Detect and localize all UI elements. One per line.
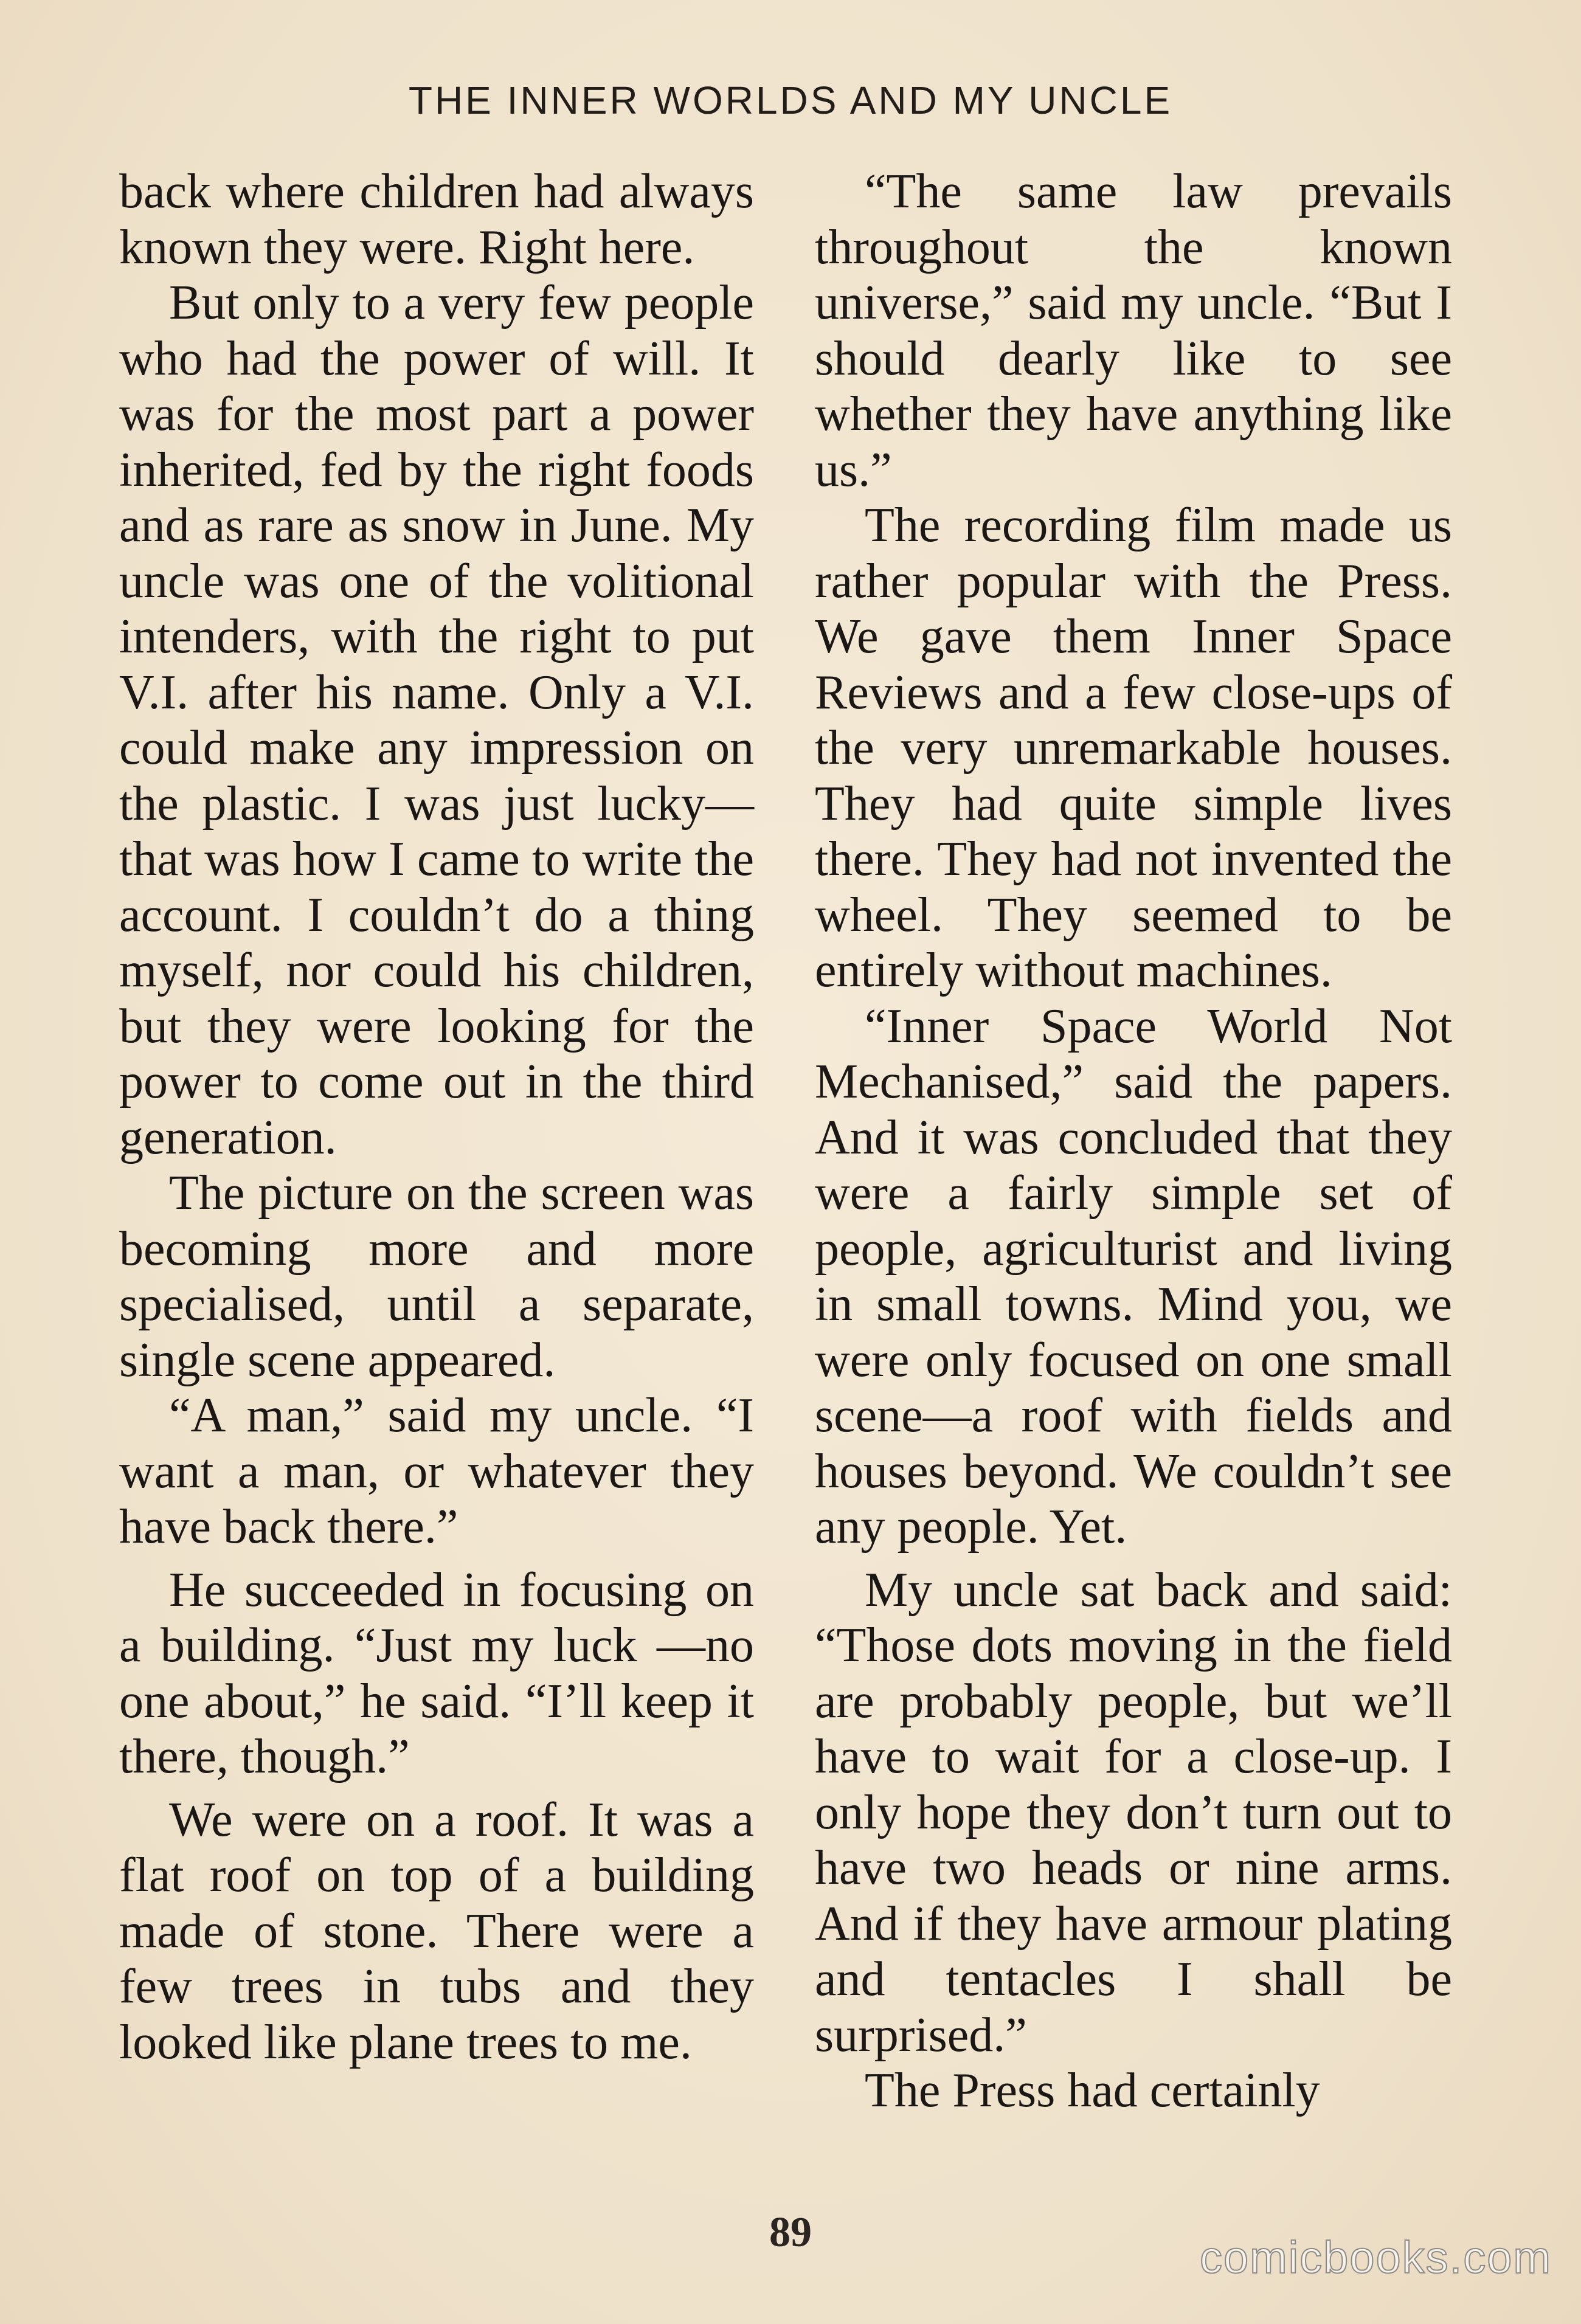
page-number: 89 (769, 2209, 812, 2256)
running-head: THE INNER WORLDS AND MY UNCLE (408, 78, 1173, 122)
right-column (815, 164, 1452, 2119)
paragraph: “Inner Space World Not Mechanised,” said the papers. And it was concluded that they were a fairly simple set of people, agriculturist and living in small towns. Mind you, we were only focused on one small scene—a roof with fields and houses beyond. We couldn’t see any people. Yet. (815, 999, 1452, 1554)
paragraph: My uncle sat back and said: “Those dots moving in the field are probably people, but we’ll have to wait for a close-up. I only hope they don’t turn out to have two heads or nine arms. And if they have armour plating and tentacles I shall be surprised.” (815, 1563, 1452, 2062)
paragraph: “The same law prevails throughout the known universe,” said my uncle. “But I should dearly like to see whether they have anything like us.” (815, 165, 1452, 497)
paragraph: “A man,” said my uncle. “I want a man, or whatever they have back there.” (119, 1389, 754, 1554)
paragraph: The recording film made us rather popular with the Press. We gave them Inner Space Reviews and a few close-ups of the very unremarkable houses. They had quite simple lives there. They had not invented the wheel. They seemed to be entirely without machines. (815, 499, 1452, 997)
paragraph: The Press had certainly (865, 2064, 1320, 2117)
paragraph: But only to a very few people who had the power of will. It was for the most part a power inherited, fed by the right foods and as rare as snow in June. My uncle was one of the volitional intenders, with the right to put V.I. after his name. Only a V.I. could make any impression on the plastic. I was just lucky—that was how I came to write the account. I couldn’t do a thing myself, nor could his children, but they were looking for the power to come out in the third generation. (119, 276, 754, 1164)
watermark: comicbooks.com (1199, 2232, 1552, 2283)
paragraph: back where children had always known they were. Right here. (119, 165, 754, 274)
paragraph: The picture on the screen was becoming more and more specialised, until a separate, single scene appeared. (119, 1166, 754, 1387)
paragraph: He succeeded in focusing on a building. “Just my luck —no one about,” he said. “I’ll keep it there, though.” (119, 1563, 754, 1783)
left-column (119, 164, 754, 2070)
paragraph: We were on a roof. It was a flat roof on top of a building made of stone. There were a few trees in tubs and they looked like plane trees to me. (119, 1793, 754, 2069)
